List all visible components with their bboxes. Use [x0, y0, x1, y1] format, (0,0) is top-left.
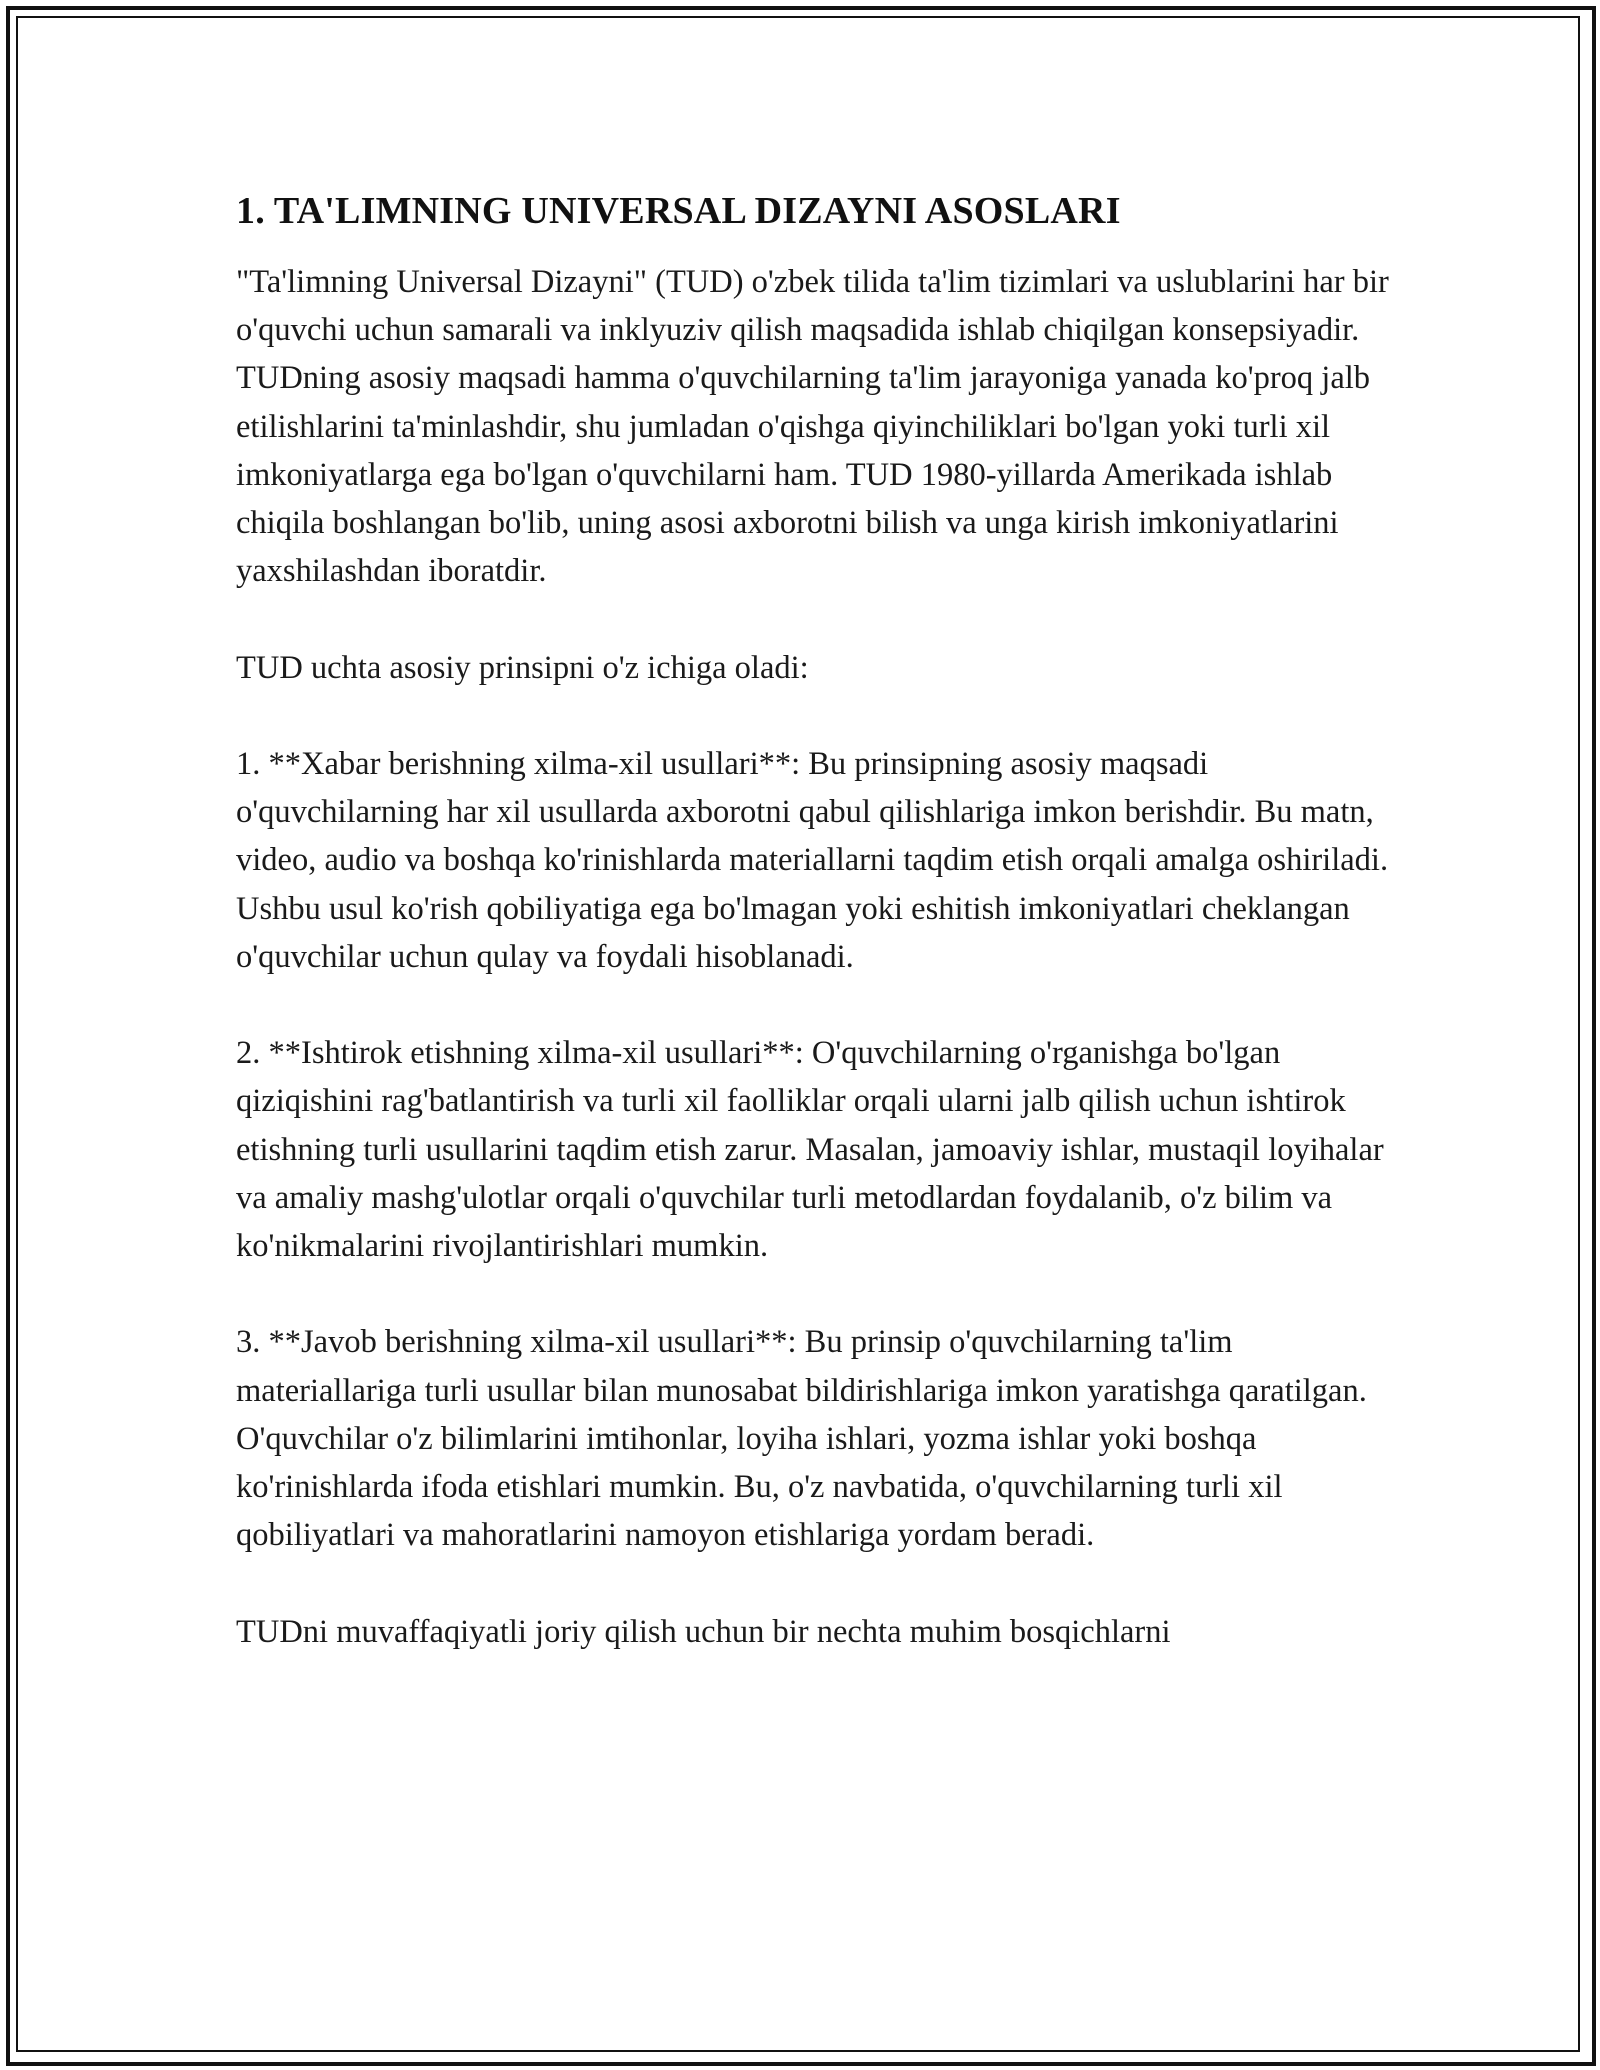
principles-intro-paragraph: TUD uchta asosiy prinsipni o'z ichiga oladi:: [236, 649, 809, 686]
page-title: 1. TA'LIMNING UNIVERSAL DIZAYNI ASOSLARI: [236, 190, 1121, 232]
implementation-paragraph: TUDni muvaffaqiyatli joriy qilish uchun bir nechta muhim bosqichlarni: [236, 1613, 1171, 1650]
principle-1-paragraph: 1. **Xabar berishning xilma-xil usullari**: Bu prinsipning asosiy maqsadi o'quvchilarning har xil usullarda axborotni qabul qilishlariga imkon berishdir. Bu matn, video, audio va boshqa ko'rinishlarda materiallarni taqdim etish orqali amalga oshiriladi. Ushbu usul ko'rish qobiliyatiga ega bo'lmagan yoki eshitish imkoniyatlari cheklangan o'quvchilar uchun qulay va foydali hisoblanadi.: [236, 746, 1389, 975]
intro-paragraph: "Ta'limning Universal Dizayni" (TUD) o'zbek tilida ta'lim tizimlari va uslublarini har bir o'quvchi uchun samarali va inklyuziv qilish maqsadida ishlab chiqilgan konsepsiyadir. TUDning asosiy maqsadi hamma o'quvchilarning ta'lim jarayoniga yanada ko'proq jalb etilishlarini ta'minlashdir, shu jumladan o'qishga qiyinchiliklari bo'lgan yoki turli xil imkoniyatlarga ega bo'lgan o'quvchilarni ham. TUD 1980-yillarda Amerikada ishlab chiqila boshlangan bo'lib, uning asosi axborotni bilish va unga kirish imkoniyatlarini yaxshilashdan iboratdir.: [236, 264, 1389, 590]
principle-2-paragraph: 2. **Ishtirok etishning xilma-xil usullari**: O'quvchilarning o'rganishga bo'lgan qiziqishini rag'batlantirish va turli xil faolliklar orqali ularni jalb qilish uchun ishtirok etishning turli usullarini taqdim etish zarur. Masalan, jamoaviy ishlar, mustaqil loyihalar va amaliy mashg'ulotlar orqali o'quvchilar turli metodlardan foydalanib, o'z bilim va ko'nikmalarini rivojlantirishlari mumkin.: [236, 1035, 1384, 1265]
principle-3-paragraph: 3. **Javob berishning xilma-xil usullari**: Bu prinsip o'quvchilarning ta'lim materiallariga turli usullar bilan munosabat bildirishlariga imkon yaratishga qaratilgan. O'quvchilar o'z bilimlarini imtihonlar, loyiha ishlari, yozma ishlar yoki boshqa ko'rinishlarda ifoda etishlari mumkin. Bu, o'z navbatida, o'quvchilarning turli xil qobiliyatlari va mahoratlarini namoyon etishlariga yordam beradi.: [236, 1324, 1367, 1554]
document-body: [236, 186, 1396, 1656]
